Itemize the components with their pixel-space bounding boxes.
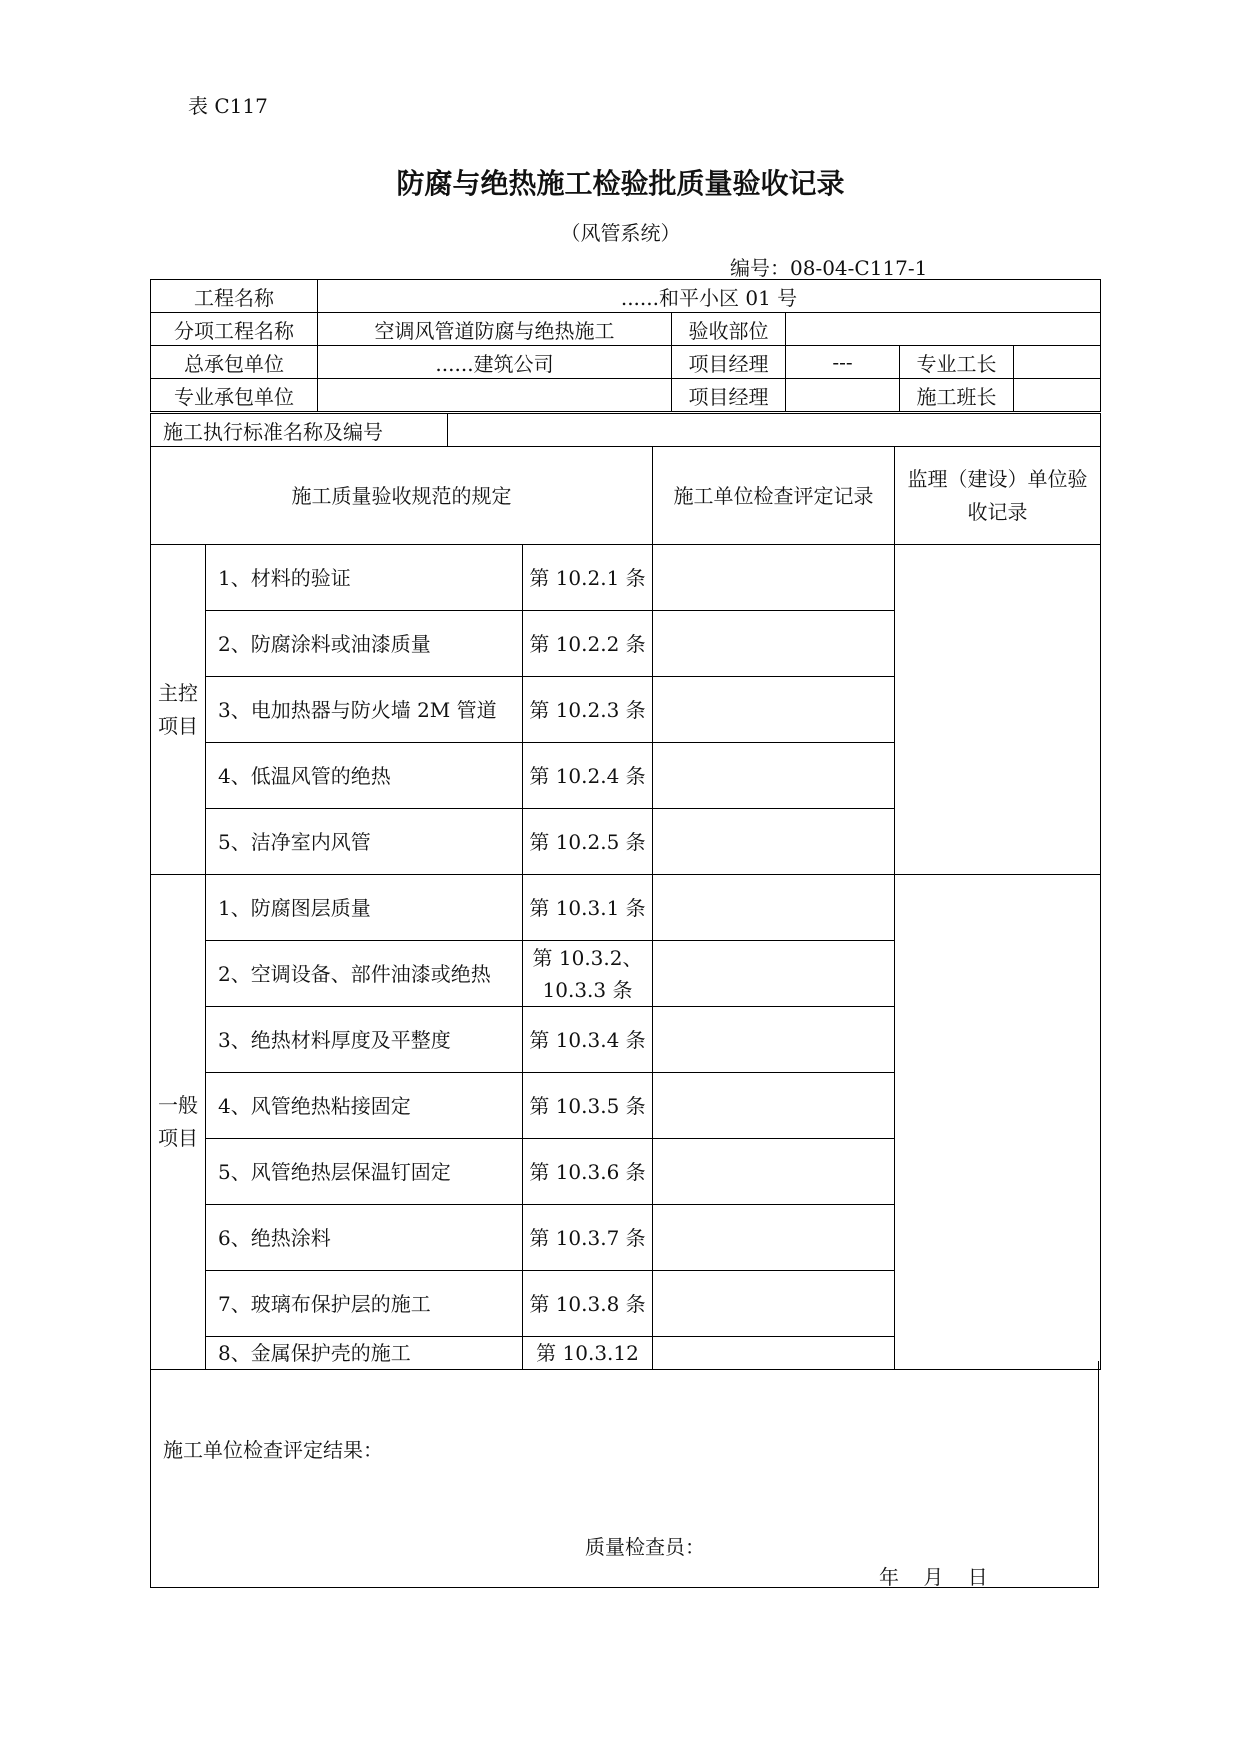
main-item-name: 1、材料的验证 [206, 545, 523, 611]
spec-column-header: 施工质量验收规范的规定 [151, 447, 653, 545]
main-item-record[interactable] [653, 809, 895, 875]
general-item-clause: 第 10.3.4 条 [523, 1007, 653, 1073]
main-item-clause: 第 10.2.3 条 [523, 677, 653, 743]
general-item-name: 4、风管绝热粘接固定 [206, 1073, 523, 1139]
project-name-value[interactable]: ......和平小区 01 号 [318, 280, 1101, 313]
supervisor-record-header: 监理（建设）单位验收记录 [895, 447, 1101, 545]
project-manager-value[interactable]: --- [786, 346, 900, 379]
general-item-record[interactable] [653, 1271, 895, 1337]
date-label: 年 月 日 [879, 1565, 988, 1589]
general-item-clause: 第 10.3.7 条 [523, 1205, 653, 1271]
main-item-record[interactable] [653, 677, 895, 743]
general-group-label: 一般项目 [151, 875, 206, 1370]
general-item-name: 7、玻璃布保护层的施工 [206, 1271, 523, 1337]
general-item-clause: 第 10.3.5 条 [523, 1073, 653, 1139]
quality-inspector-label: 质量检查员： [585, 1535, 705, 1559]
general-item-clause: 第 10.3.6 条 [523, 1139, 653, 1205]
team-leader-label: 施工班长 [900, 379, 1014, 412]
project-manager-label: 项目经理 [672, 346, 786, 379]
main-item-name: 2、防腐涂料或油漆质量 [206, 611, 523, 677]
acceptance-part-value[interactable] [786, 313, 1101, 346]
subproject-label: 分项工程名称 [151, 313, 318, 346]
standard-value[interactable] [448, 414, 1101, 447]
form-code: 表 C117 [188, 94, 268, 118]
main-control-group [151, 545, 1101, 875]
document-subtitle: （风管系统） [560, 221, 681, 245]
main-item-clause: 第 10.2.2 条 [523, 611, 653, 677]
foreman-label: 专业工长 [900, 346, 1014, 379]
general-item-name: 6、绝热涂料 [206, 1205, 523, 1271]
document-title: 防腐与绝热施工检验批质量验收记录 [396, 167, 845, 200]
general-supervisor-record[interactable] [895, 875, 1101, 1370]
acceptance-part-label: 验收部位 [672, 313, 786, 346]
general-item-record[interactable] [653, 941, 895, 1007]
inspection-result-section[interactable] [150, 1361, 1099, 1588]
main-item-name: 3、电加热器与防火墙 2M 管道 [206, 677, 523, 743]
specialty-contractor-value[interactable] [318, 379, 672, 412]
header-table [150, 279, 1101, 412]
main-group-label: 主控项目 [151, 545, 206, 875]
general-group [151, 875, 1101, 1370]
subproject-value[interactable]: 空调风管道防腐与绝热施工 [318, 313, 672, 346]
general-item-name: 3、绝热材料厚度及平整度 [206, 1007, 523, 1073]
document-number: 编号：08-04-C117-1 [730, 256, 928, 280]
general-item-name: 1、防腐图层质量 [206, 875, 523, 941]
main-item-clause: 第 10.2.1 条 [523, 545, 653, 611]
general-contractor-value[interactable]: ......建筑公司 [318, 346, 672, 379]
contractor-record-header: 施工单位检查评定记录 [653, 447, 895, 545]
general-item-record[interactable] [653, 1007, 895, 1073]
main-item-clause: 第 10.2.4 条 [523, 743, 653, 809]
general-item-record[interactable] [653, 1139, 895, 1205]
inspection-table [150, 446, 1101, 1370]
project-manager-label-2: 项目经理 [672, 379, 786, 412]
main-item-name: 4、低温风管的绝热 [206, 743, 523, 809]
general-item-clause: 第 10.3.8 条 [523, 1271, 653, 1337]
general-item-clause: 第 10.3.1 条 [523, 875, 653, 941]
general-item-clause: 第 10.3.12 [523, 1337, 653, 1370]
standard-row [150, 413, 1101, 447]
main-item-clause: 第 10.2.5 条 [523, 809, 653, 875]
general-contractor-label: 总承包单位 [151, 346, 318, 379]
general-item-name: 8、金属保护壳的施工 [206, 1337, 523, 1370]
specialty-contractor-label: 专业承包单位 [151, 379, 318, 412]
general-item-record[interactable] [653, 1073, 895, 1139]
general-item-clause: 第 10.3.2、10.3.3 条 [523, 941, 653, 1007]
standard-label: 施工执行标准名称及编号 [151, 414, 448, 447]
main-item-record[interactable] [653, 545, 895, 611]
main-item-record[interactable] [653, 743, 895, 809]
project-name-label: 工程名称 [151, 280, 318, 313]
project-manager-value-2[interactable] [786, 379, 900, 412]
foreman-value[interactable] [1014, 346, 1101, 379]
general-item-name: 5、风管绝热层保温钉固定 [206, 1139, 523, 1205]
main-item-name: 5、洁净室内风管 [206, 809, 523, 875]
main-supervisor-record[interactable] [895, 545, 1101, 875]
general-item-name: 2、空调设备、部件油漆或绝热 [206, 941, 523, 1007]
general-item-record[interactable] [653, 875, 895, 941]
main-item-record[interactable] [653, 611, 895, 677]
general-item-record[interactable] [653, 1205, 895, 1271]
team-leader-value[interactable] [1014, 379, 1101, 412]
result-label: 施工单位检查评定结果： [163, 1438, 383, 1462]
